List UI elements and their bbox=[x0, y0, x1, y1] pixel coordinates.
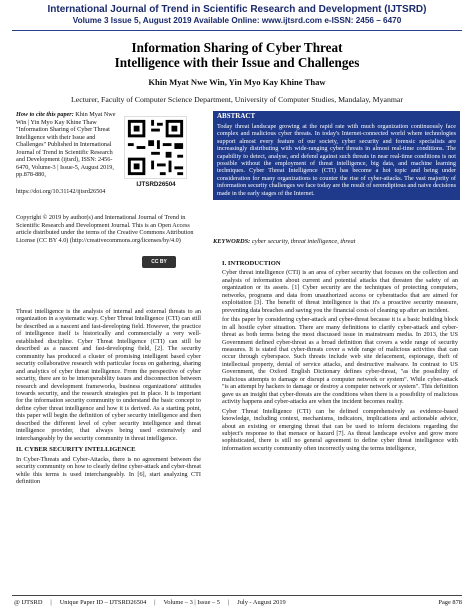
paper-id: IJTSRD26504 bbox=[136, 181, 176, 188]
journal-issue: Volume 3 Issue 5, August 2019 Available Online: www.ijtsrd.com e-ISSN: 2456 – 6470 bbox=[72, 16, 402, 25]
affiliation: Lecturer, Faculty of Computer Science Department, University of Computer Studies, Mandalay, Myanmar bbox=[71, 95, 403, 104]
abstract-box bbox=[213, 111, 460, 200]
right-paragraph-2: for this paper by considering cyber-attack and cyber-threat because it is a basic building block in all hostile cyber situation. There are many definitions to clarify cyber-attack and cyber-threat as both terms being the most discussed issue in mainstream media. In 2013, the US Government defined cyber-threat as a broad definition that covers a wide range of security measures. It is stated that cyber-threats cover a wide range of malicious activities that can occur through cyberspace. Such threats include web site defacement, espionage, theft of intellectual property, denial of service attacks, and destructive malware. In contrast to US Government, the Oxford English Dictionary defines cyber-threat, "as the possibility of malicious attempts to damage or disrupt a computer network or system". While cyber-attack "is an attempt by hackers to damage or destroy a computer network or system". This definition gave us an insight that cyber-threats are the conditions when there is a possibility of malicious activity happens and cyber-attacks are when the incident becomes reality. bbox=[222, 316, 458, 406]
authors: Khin Myat Nwe Win, Yin Myo Kay Khine Thaw bbox=[148, 77, 326, 87]
qr-code-icon bbox=[124, 116, 187, 179]
copyright-notice: Copyright © 2019 by author(s) and International Journal of Trend in Scientific Research and Development Journal. This is an Open Access article distributed under the terms of the Creative Commons Attribution License (CC BY 4.0) (http://creativecommons.org/licenses/by/4.0) bbox=[16, 214, 194, 244]
keywords-text: cyber security, threat intelligence, threat bbox=[251, 238, 356, 245]
right-column bbox=[222, 256, 458, 454]
keywords bbox=[213, 238, 460, 245]
citation-block bbox=[16, 111, 120, 179]
right-paragraph-3: Cyber Threat Intelligence (CTI) can be defined comprehensively as evidence-based knowledge, including context, mechanisms, indicators, implications and actionable advice, about an existing or emerging threat that can be used to inform decisions regarding the subject's response to that menace or hazard [7]. As threat landscape evolve and grow more sophisticated, there is still no general agreement to define cyber threat intelligence with information security community often incorrectly using the terms intelligence, bbox=[222, 407, 458, 452]
section-1-heading: I. INTRODUCTION bbox=[222, 260, 281, 267]
title-line-1: Information Sharing of Cyber Threat bbox=[131, 40, 343, 55]
title-line-2: Intelligence with their Issue and Challenges bbox=[114, 55, 360, 70]
right-paragraph-1: Cyber threat intelligence (CTI) is an area of cyber security that focuses on the collection and analysis of information about current and potential attacks that threaten the safety of an organization or its assets. [1] Cyber security are the techniques of protecting computers, networks, programs and data from unauthorized access or cyberattacks that are aimed for exploitation [3]. The benefit of threat intelligence is that it's a proactive security measure, preventing data breaches and saving you the financial costs of cleaning up after an incident. bbox=[222, 269, 458, 314]
journal-header bbox=[0, 4, 474, 26]
abstract-heading: ABSTRACT bbox=[213, 111, 460, 121]
citation-label: How to cite this paper: bbox=[16, 111, 74, 118]
cc-license-badge: CC BY bbox=[142, 256, 176, 268]
paper-title bbox=[0, 40, 474, 70]
left-paragraph-2: In Cyber-Threats and Cyber-Attacks, there is no agreement between the security community on how to clearly define cyber-attack and cyber-threat while this terms is used interchangeably. In [6], start analyzing CTI definition bbox=[16, 455, 201, 485]
left-column bbox=[16, 308, 201, 487]
page-number: Page 878 bbox=[438, 599, 462, 606]
footer-rule bbox=[12, 595, 462, 596]
page-footer bbox=[14, 599, 462, 606]
section-2-heading: II. CYBER SECURITY INTELLIGENCE bbox=[16, 446, 136, 454]
footer-info: @ IJTSRD | Unique Paper ID – IJTSRD26504 | Volume – 3 | Issue – 5 | July - August 2019 bbox=[14, 599, 286, 606]
keywords-label: KEYWORDS: bbox=[213, 238, 251, 245]
left-paragraph-1: Threat intelligence is the analysis of internal and external threats to an organization in a systematic way. Cyber Threat Intelligence (CTI) can still be described as a nascent and fast-developing field. However, the practice of intelligence itself is historically and commercially a very well-established discipline. Cyber Threat Intelligence (CTI) can still be described as a nascent and fast-developing field, [2]. The security community has produced a cluster of promising intelligent based cyber security collaborative research with particular focus on gathering, sharing and analytics of cyber threat intelligence. From the perspective of cyber security, there are to be interoperability issues and disconnection between research and development frameworks, business organizations' attitudes towards security, and the research strategies put in place. It is important for the information security community to understand the basic concept to define cyber threat intelligence and how it is derived. As a starting point, this paper will begin the definition of cyber security intelligence and then described the different level of cyber security intelligence and threat intelligence provider, that always being used extensively and interchangeably by the security community in threat intelligence. bbox=[16, 308, 201, 442]
header-rule bbox=[12, 30, 462, 31]
doi-link[interactable]: https://doi.org/10.31142/ijtsrd26504 bbox=[16, 188, 106, 195]
citation-text: Khin Myat Nwe Win | Yin Myo Kay Khine Thaw "Information Sharing of Cyber Threat Intelligence with their Issue and Challenges" Published in International Journal of Trend in Scientific Research and Development (ijtsrd), ISSN: 2456-6470, Volume-3 | Issue-5, August 2019, pp.878-880, bbox=[16, 111, 116, 178]
journal-name: International Journal of Trend in Scientific Research and Development (IJTSRD) bbox=[47, 4, 427, 15]
abstract-text: Today threat landscape growing at the rapid rate with much organization continuously face complex and malicious cyber threats. In today's Internet-connected world where technologies support almost every feature of our society, cyber security and forensic specialists are increasingly distributing with wide-ranging cyber threats in almost real-time conditions. The capability to detect, analyse, and defend against such threats in near real-time conditions is not possible without the employment of threat intelligence, big data, and machine learning techniques. Cyber Threat Intelligence (CTI) has become a hot topic and being under consideration for many organizations to counter the rise of cyber-attacks. The vast majority of information security challenges we face today are the result of serendipitous and naive decisions made in the early stages of the Internet. bbox=[213, 121, 460, 200]
